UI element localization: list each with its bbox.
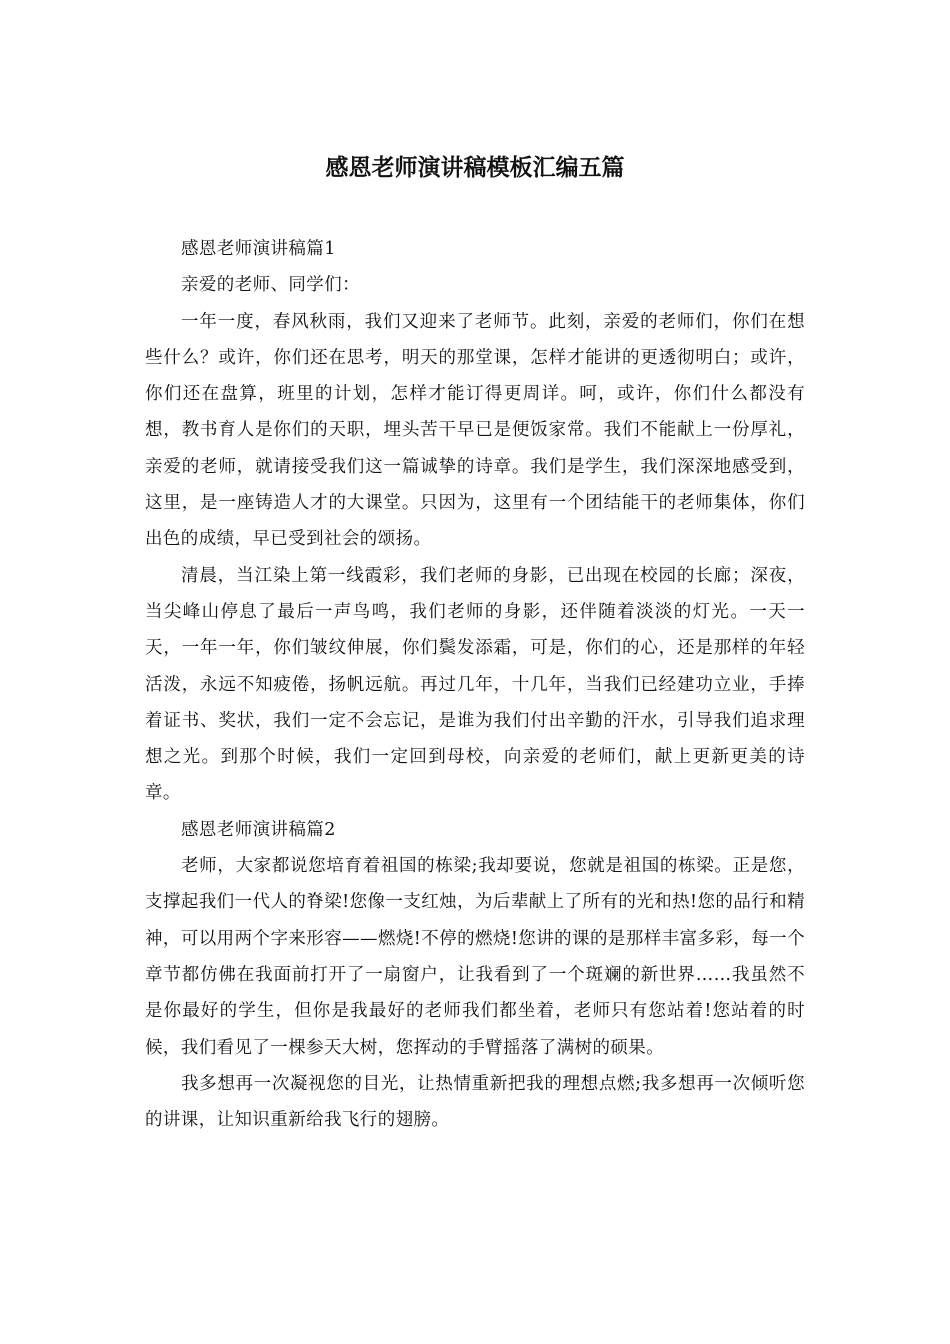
section-heading: 感恩老师演讲稿篇1 [181, 239, 336, 259]
document-body [145, 231, 805, 1138]
section-heading: 感恩老师演讲稿篇2 [181, 819, 336, 840]
salutation: 亲爱的老师、同学们： [181, 275, 360, 296]
paragraph: 老师，大家都说您培育着祖国的栋梁;我却要说，您就是祖国的栋梁。正是您，支撑起我们一代人的脊梁!您像一支红烛，为后辈献上了所有的光和热!您的品行和精神，可以用两个字来形容——燃烧!不停的燃烧!您讲的课的是那样丰富多彩，每一个章节都仿佛在我面前打开了一扇窗户，让我看到了一个斑斓的新世界……我虽然不是你最好的学生，但你是我最好的老师我们都坐着，老师只有您站着!您站着的时候，我们看见了一棵参天大树，您挥动的手臂摇落了满树的硕果。 [145, 856, 805, 1058]
paragraph: 一年一度，春风秋雨，我们又迎来了老师节。此刻，亲爱的老师们，你们在想些什么？或许，你们还在思考，明天的那堂课，怎样才能讲的更透彻明白；或许，你们还在盘算，班里的计划，怎样才能订得更周详。呵，或许，你们什么都没有想，教书育人是你们的天职，埋头苦干早已是便饭家常。我们不能献上一份厚礼，亲爱的老师，就请接受我们这一篇诚挚的诗章。我们是学生，我们深深地感受到，这里，是一座铸造人才的大课堂。只因为，这里有一个团结能干的老师集体，你们出色的成绩，早已受到社会的颂扬。 [145, 311, 805, 550]
paragraph: 我多想再一次凝视您的目光，让热情重新把我的理想点燃;我多想再一次倾听您的讲课，让知识重新给我飞行的翅膀。 [145, 1073, 805, 1131]
document-title: 感恩老师演讲稿模板汇编五篇 [325, 155, 625, 181]
paragraph: 清晨，当江染上第一线霞彩，我们老师的身影，已出现在校园的长廊；深夜，当尖峰山停息了最后一声鸟鸣，我们老师的身影，还伴随着淡淡的灯光。一天一天，一年一年，你们皱纹伸展，你们鬓发添霜，可是，你们的心，还是那样的年轻活泼，永远不知疲倦，扬帆远航。再过几年，十几年，当我们已经建功立业，手捧着证书、奖状，我们一定不会忘记，是谁为我们付出辛勤的汗水，引导我们追求理想之光。到那个时候，我们一定回到母校，向亲爱的老师们，献上更新更美的诗章。 [145, 565, 805, 804]
